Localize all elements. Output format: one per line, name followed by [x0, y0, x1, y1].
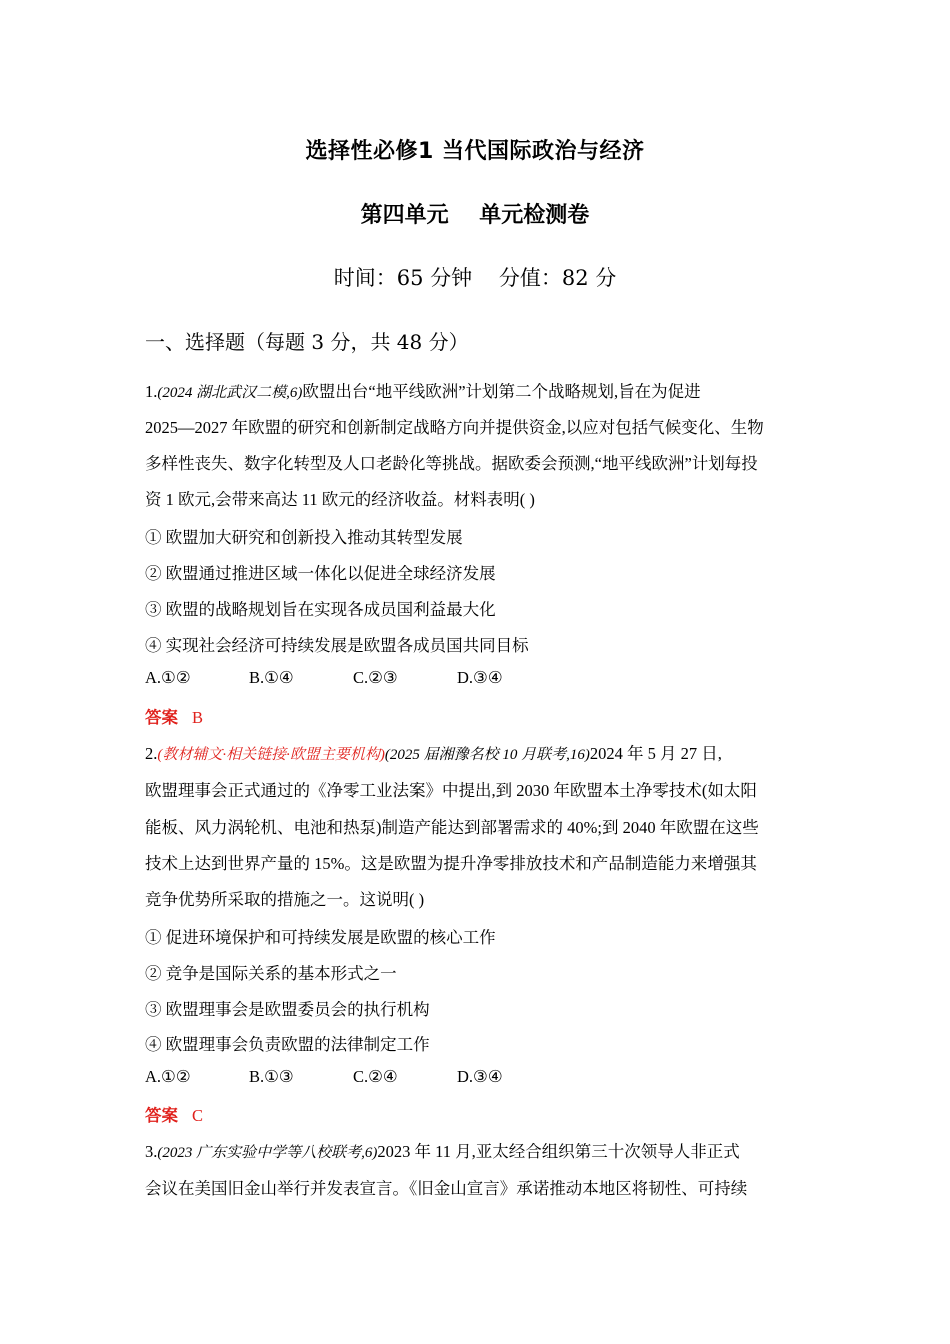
- question-1-number: 1.: [145, 382, 158, 401]
- question-2-item-4: ④ 欧盟理事会负责欧盟的法律制定工作: [145, 1035, 430, 1054]
- question-2-item-2: ② 竞争是国际关系的基本形式之一: [145, 964, 397, 983]
- question-1-answer: [145, 704, 203, 728]
- question-2-stem-1: 2024 年 5 月 27 日,: [589, 744, 722, 763]
- time-score-info: 时间：65 分钟 分值：82 分: [333, 266, 617, 290]
- question-3-stem-1: 2023 年 11 月,亚太经合组织第三十次领导人非正式: [377, 1142, 740, 1161]
- unit-title: 第四单元 单元检测卷: [360, 203, 590, 228]
- question-1-item-4: ④ 实现社会经济可持续发展是欧盟各成员国共同目标: [145, 636, 529, 655]
- question-3-stem-2: 会议在美国旧金山举行并发表宣言。《旧金山宣言》承诺推动本地区将韧性、可持续: [145, 1179, 748, 1198]
- question-3-number: 3.: [145, 1142, 158, 1161]
- question-2-answer: [145, 1102, 203, 1126]
- document-title: 选择性必修1 当代国际政治与经济: [305, 139, 645, 164]
- question-2-stem-5: 竞争优势所采取的措施之一。这说明( ): [145, 890, 425, 909]
- answer-value: C: [192, 1106, 204, 1125]
- option-d: D.③④: [457, 1067, 503, 1086]
- question-2-tag: (教材辅文·相关链接·欧盟主要机构): [157, 747, 385, 763]
- question-2-number: 2.: [145, 744, 158, 763]
- option-c: C.②③: [353, 668, 398, 687]
- question-2-item-3: ③ 欧盟理事会是欧盟委员会的执行机构: [145, 1000, 430, 1019]
- option-a: A.①②: [145, 1067, 191, 1086]
- question-2-options: [145, 1067, 561, 1087]
- question-1-stem-4: 资 1 欧元,会带来高达 11 欧元的经济收益。材料表明( ): [145, 490, 535, 509]
- question-1-stem-1: 欧盟出台“地平线欧洲”计划第二个战略规划,旨在为促进: [302, 382, 701, 401]
- answer-value: B: [192, 708, 204, 727]
- question-1-item-3: ③ 欧盟的战略规划旨在实现各成员国利益最大化: [145, 600, 496, 619]
- question-1-options: [145, 668, 561, 688]
- question-2-stem-3: 能板、风力涡轮机、电池和热泵)制造产能达到部署需求的 40%;到 2040 年欧盟在这些: [145, 818, 759, 837]
- question-1-stem-2: 2025—2027 年欧盟的研究和创新制定战略方向并提供资金,以应对包括气候变化、生物: [145, 418, 764, 437]
- question-2-line-1: [145, 740, 722, 764]
- question-2-item-1: ① 促进环境保护和可持续发展是欧盟的核心工作: [145, 928, 496, 947]
- question-3-source: (2023 广东实验中学等八校联考,6): [157, 1145, 378, 1161]
- question-1-stem-3: 多样性丧失、数字化转型及人口老龄化等挑战。据欧委会预测,“地平线欧洲”计划每投: [145, 454, 758, 473]
- option-b: B.①③: [249, 1067, 294, 1086]
- option-b: B.①④: [249, 668, 294, 687]
- question-2-source: (2025 届湘豫名校 10 月联考,16): [384, 747, 590, 763]
- answer-label: 答案: [145, 1106, 178, 1125]
- option-d: D.③④: [457, 668, 503, 687]
- question-3-line-1: [145, 1138, 740, 1162]
- question-1-item-1: ① 欧盟加大研究和创新投入推动其转型发展: [145, 528, 463, 547]
- question-2-stem-4: 技术上达到世界产量的 15%。这是欧盟为提升净零排放技术和产品制造能力来增强其: [145, 854, 757, 873]
- question-2-stem-2: 欧盟理事会正式通过的《净零工业法案》中提出,到 2030 年欧盟本土净零技术(如太阳: [145, 781, 757, 800]
- option-a: A.①②: [145, 668, 191, 687]
- option-c: C.②④: [353, 1067, 398, 1086]
- answer-label: 答案: [145, 708, 178, 727]
- question-1-line-1: [145, 378, 701, 402]
- section-heading: 一、选择题（每题 3 分，共 48 分）: [145, 330, 469, 354]
- question-1-source: (2024 湖北武汉二模,6): [157, 385, 303, 401]
- question-1-item-2: ② 欧盟通过推进区域一体化以促进全球经济发展: [145, 564, 496, 583]
